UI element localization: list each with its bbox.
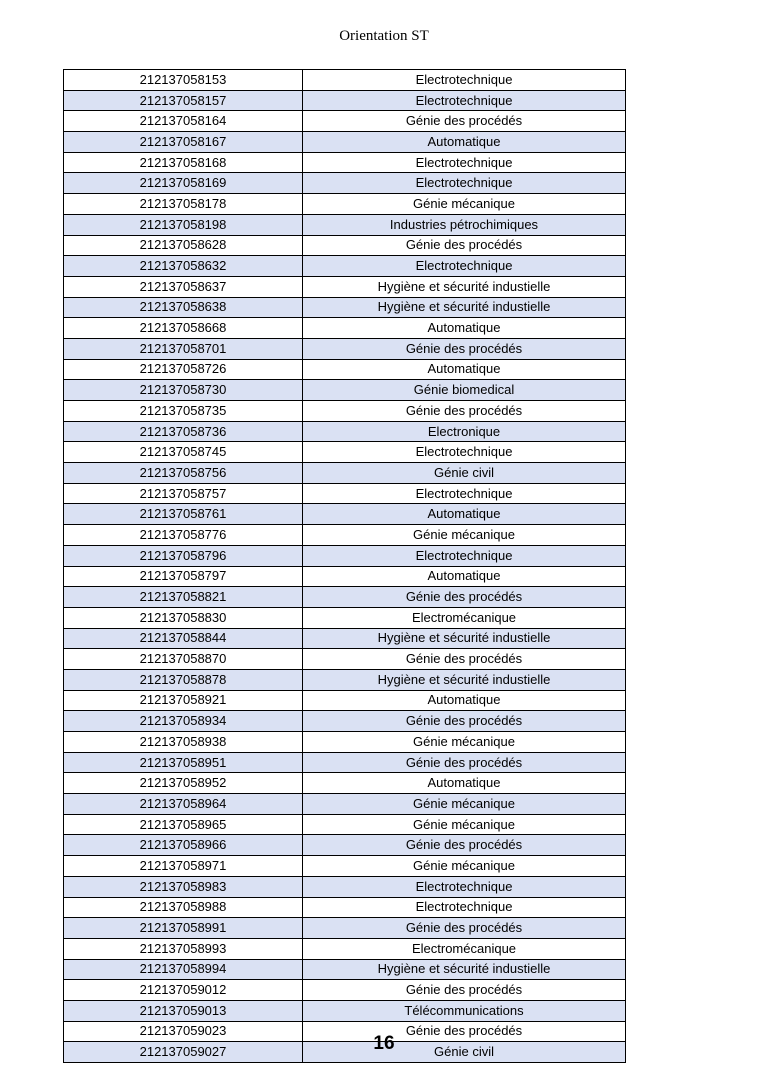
student-id-cell: 212137058991 [64,918,303,939]
orientation-cell: Hygiène et sécurité industielle [303,959,626,980]
orientation-cell: Génie des procédés [303,918,626,939]
orientation-cell: Génie des procédés [303,1021,626,1042]
student-id-cell: 212137058198 [64,214,303,235]
orientation-cell: Electrotechnique [303,545,626,566]
table-row [64,980,626,1001]
student-id-cell: 212137059013 [64,1000,303,1021]
student-id-cell: 212137058952 [64,773,303,794]
table-row [64,525,626,546]
orientation-cell: Génie des procédés [303,980,626,1001]
student-id-cell: 212137058736 [64,421,303,442]
page-header: Orientation ST [339,28,429,44]
table-row [64,442,626,463]
student-id-cell: 212137058965 [64,814,303,835]
orientation-cell: Electrotechnique [303,483,626,504]
orientation-cell: Automatique [303,773,626,794]
student-id-cell: 212137058757 [64,483,303,504]
orientation-cell: Hygiène et sécurité industielle [303,276,626,297]
student-id-cell: 212137058921 [64,690,303,711]
orientation-cell: Génie mécanique [303,856,626,877]
orientation-cell: Automatique [303,690,626,711]
orientation-cell: Génie mécanique [303,814,626,835]
student-id-cell: 212137058178 [64,194,303,215]
orientation-cell: Génie des procédés [303,111,626,132]
table-row [64,318,626,339]
student-id-cell: 212137058796 [64,545,303,566]
student-id-cell: 212137058668 [64,318,303,339]
student-id-cell: 212137058167 [64,132,303,153]
orientation-cell: Télécommunications [303,1000,626,1021]
table-row [64,152,626,173]
student-id-cell: 212137058730 [64,380,303,401]
orientation-cell: Electrotechnique [303,173,626,194]
table-row [64,897,626,918]
orientation-cell: Electromécanique [303,607,626,628]
table-row [64,587,626,608]
table-row [64,483,626,504]
student-id-cell: 212137058726 [64,359,303,380]
orientation-cell: Automatique [303,566,626,587]
student-id-cell: 212137058153 [64,70,303,91]
student-id-cell: 212137058878 [64,669,303,690]
student-id-cell: 212137058830 [64,607,303,628]
student-id-cell: 212137058761 [64,504,303,525]
student-id-cell: 212137058993 [64,938,303,959]
table-row [64,794,626,815]
orientation-cell: Génie des procédés [303,587,626,608]
table-row [64,256,626,277]
student-id-cell: 212137058964 [64,794,303,815]
student-id-cell: 212137058638 [64,297,303,318]
student-id-cell: 212137058983 [64,876,303,897]
student-id-cell: 212137058938 [64,732,303,753]
table-row [64,607,626,628]
orientation-cell: Hygiène et sécurité industielle [303,297,626,318]
orientation-cell: Génie mécanique [303,794,626,815]
orientation-cell: Génie des procédés [303,752,626,773]
student-id-cell: 212137058934 [64,711,303,732]
student-id-cell: 212137058821 [64,587,303,608]
student-id-cell: 212137058637 [64,276,303,297]
orientation-cell: Automatique [303,359,626,380]
orientation-cell: Automatique [303,504,626,525]
student-id-cell: 212137058164 [64,111,303,132]
table-row [64,70,626,91]
table-row [64,173,626,194]
student-id-cell: 212137058632 [64,256,303,277]
student-id-cell: 212137058157 [64,90,303,111]
table-row [64,669,626,690]
table-row [64,876,626,897]
table-row [64,111,626,132]
student-id-cell: 212137058756 [64,463,303,484]
table-row [64,959,626,980]
orientation-cell: Génie civil [303,463,626,484]
orientation-cell: Electrotechnique [303,256,626,277]
orientation-cell: Automatique [303,132,626,153]
orientation-cell: Electrotechnique [303,90,626,111]
student-id-cell: 212137058971 [64,856,303,877]
student-id-cell: 212137058776 [64,525,303,546]
student-id-cell: 212137059012 [64,980,303,1001]
orientation-cell: Electronique [303,421,626,442]
orientation-cell: Génie des procédés [303,835,626,856]
orientation-cell: Génie des procédés [303,649,626,670]
table-row [64,359,626,380]
table-row [64,545,626,566]
table-row [64,649,626,670]
table-row [64,732,626,753]
table-row [64,835,626,856]
table-row [64,856,626,877]
table-row [64,90,626,111]
table-row [64,132,626,153]
student-id-cell: 212137058745 [64,442,303,463]
orientation-cell: Electrotechnique [303,70,626,91]
orientation-cell: Hygiène et sécurité industielle [303,669,626,690]
student-id-cell: 212137058844 [64,628,303,649]
table-body [64,70,626,1063]
table-row [64,773,626,794]
table-row [64,918,626,939]
table-row [64,752,626,773]
student-id-cell: 212137058735 [64,401,303,422]
orientation-cell: Génie biomedical [303,380,626,401]
orientation-cell: Génie civil [303,1042,626,1063]
student-id-cell: 212137058797 [64,566,303,587]
student-id-cell: 212137059023 [64,1021,303,1042]
orientation-cell: Génie des procédés [303,711,626,732]
orientation-cell: Electrotechnique [303,876,626,897]
orientation-cell: Génie mécanique [303,194,626,215]
table-row [64,194,626,215]
table-row [64,504,626,525]
table-row [64,421,626,442]
orientation-cell: Electromécanique [303,938,626,959]
table-row [64,1000,626,1021]
table-row [64,235,626,256]
orientation-cell: Génie des procédés [303,338,626,359]
orientation-cell: Génie des procédés [303,401,626,422]
student-id-cell: 212137058628 [64,235,303,256]
student-id-cell: 212137058870 [64,649,303,670]
table-row [64,628,626,649]
orientation-cell: Génie mécanique [303,732,626,753]
table-row [64,814,626,835]
student-id-cell: 212137058701 [64,338,303,359]
table-row [64,711,626,732]
table-row [64,214,626,235]
student-id-cell: 212137058168 [64,152,303,173]
table-row [64,401,626,422]
orientation-cell: Génie mécanique [303,525,626,546]
orientation-cell: Génie des procédés [303,235,626,256]
student-id-cell: 212137058169 [64,173,303,194]
table-row [64,297,626,318]
orientation-cell: Industries pétrochimiques [303,214,626,235]
student-id-cell: 212137058966 [64,835,303,856]
orientation-cell: Electrotechnique [303,897,626,918]
student-id-cell: 212137058951 [64,752,303,773]
table-row [64,566,626,587]
page-number: 16 [373,1033,395,1054]
table-row [64,690,626,711]
orientation-cell: Electrotechnique [303,442,626,463]
table-row [64,338,626,359]
table-row [64,938,626,959]
student-id-cell: 212137059027 [64,1042,303,1063]
student-id-cell: 212137058988 [64,897,303,918]
table-row [64,276,626,297]
orientation-table [63,69,626,1063]
table-row [64,463,626,484]
orientation-cell: Automatique [303,318,626,339]
student-id-cell: 212137058994 [64,959,303,980]
orientation-cell: Electrotechnique [303,152,626,173]
orientation-cell: Hygiène et sécurité industielle [303,628,626,649]
table-row [64,380,626,401]
